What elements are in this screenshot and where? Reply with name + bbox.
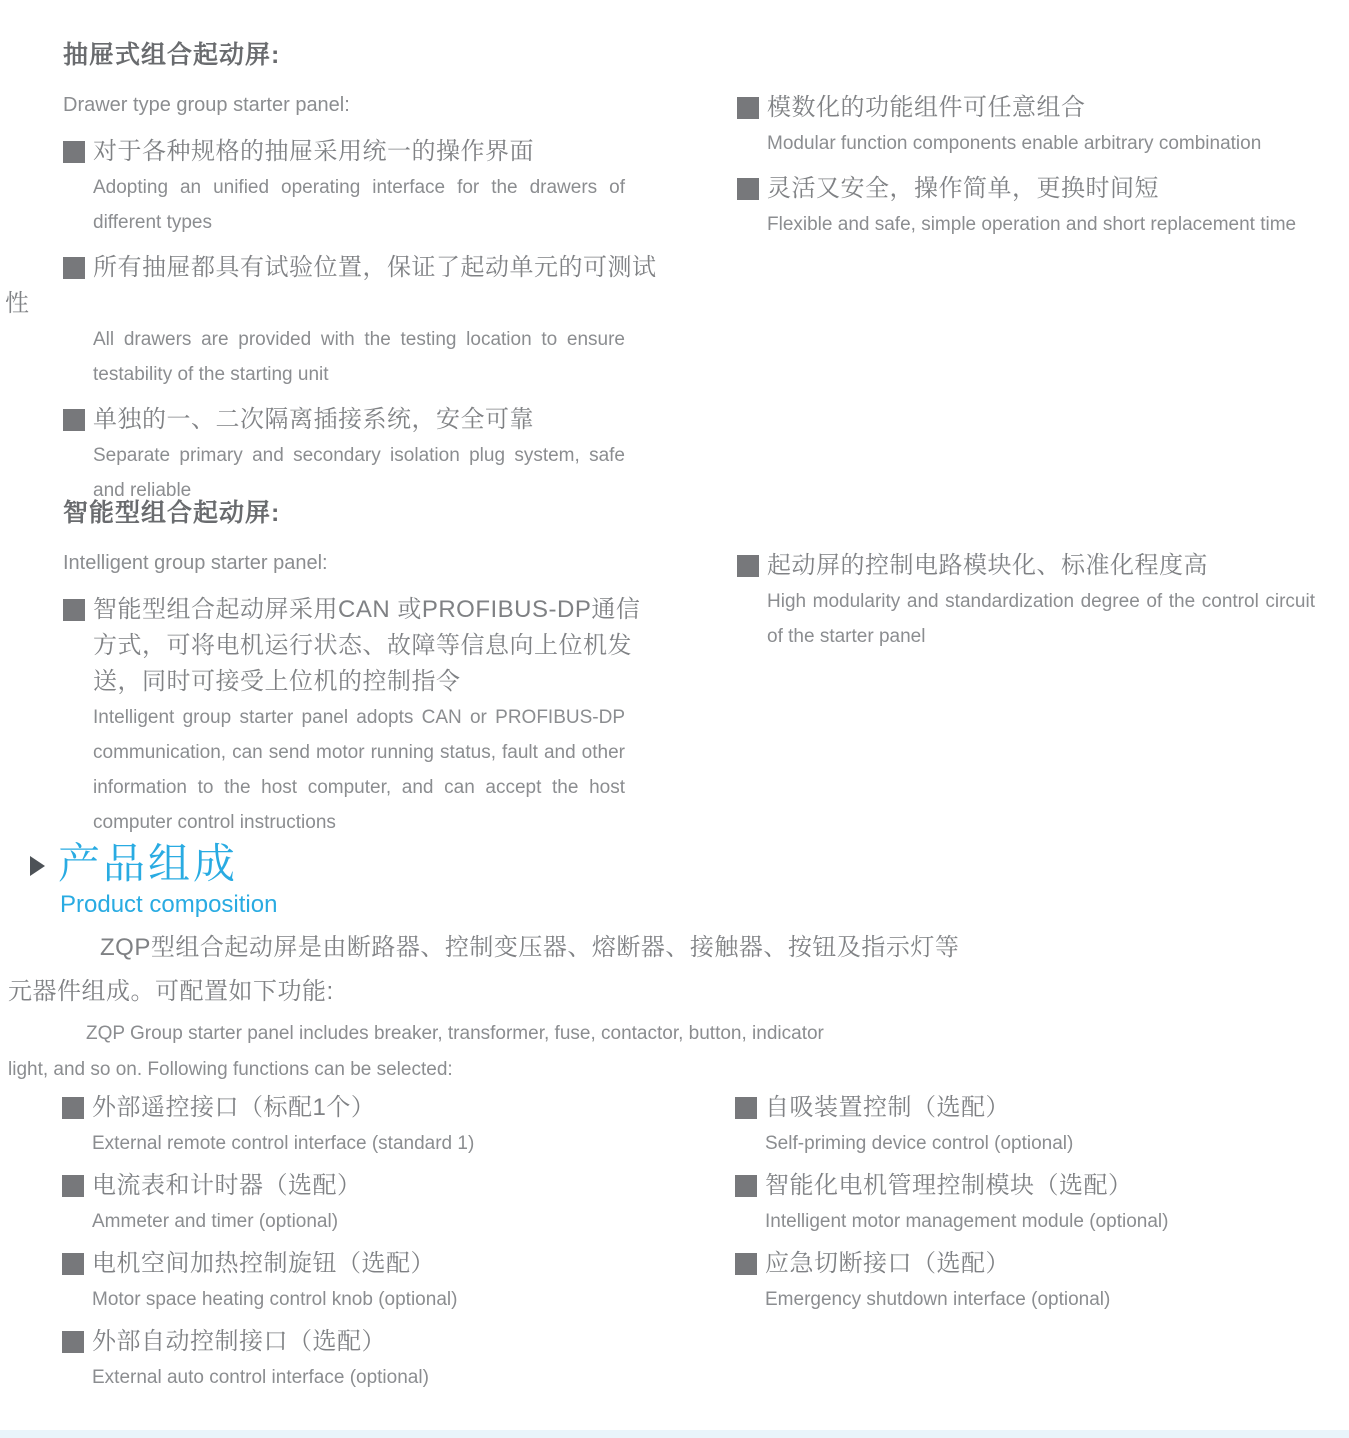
composition-title-en: Product composition (60, 891, 278, 918)
option-en: Emergency shutdown interface (optional) (765, 1289, 1111, 1310)
composition-title-zh: 产品组成 (58, 840, 239, 887)
feature-zh: 送，同时可接受上位机的控制指令 (93, 667, 461, 695)
option-zh: 应急切断接口（选配） (765, 1250, 1010, 1277)
option-item (62, 1324, 662, 1396)
bullet-square-icon (63, 409, 85, 431)
feature-zh: 模数化的功能组件可任意组合 (767, 94, 1086, 121)
option-en: External auto control interface (optional) (92, 1367, 429, 1388)
feature-zh-overflow: 性 (5, 289, 30, 317)
feature-item (63, 592, 641, 840)
option-zh: 智能化电机管理控制模块（选配） (765, 1172, 1133, 1199)
section-intelligent-left (63, 476, 641, 840)
feature-en: Flexible and safe, simple operation and short replacement time (767, 214, 1297, 235)
option-zh: 电流表和计时器（选配） (92, 1172, 362, 1199)
section-intelligent-right (737, 548, 1315, 654)
option-zh: 自吸装置控制（选配） (765, 1094, 1010, 1121)
option-item (62, 1168, 662, 1240)
bullet-square-icon (735, 1175, 757, 1197)
option-item (62, 1246, 662, 1318)
bullet-square-icon (62, 1253, 84, 1275)
feature-zh: 起动屏的控制电路模块化、标准化程度高 (767, 552, 1208, 579)
feature-en: Intelligent group starter panel adopts CAN or PROFIBUS-DP communication, can send motor running status, fault and other information to the host computer, and can accept the host computer control instructions (93, 706, 625, 833)
intelligent-section-title-zh: 智能型组合起动屏: (63, 498, 281, 527)
option-zh: 外部自动控制接口（选配） (92, 1328, 386, 1355)
composition-options-right (735, 1090, 1335, 1324)
bullet-square-icon (62, 1097, 84, 1119)
paragraph-line: ZQP Group starter panel includes breaker, transformer, fuse, contactor, button, indicator (86, 1023, 824, 1044)
composition-heading (30, 838, 277, 920)
feature-zh: 灵活又安全，操作简单，更换时间短 (767, 175, 1159, 202)
option-en: Self-priming device control (optional) (765, 1133, 1074, 1154)
option-item (735, 1246, 1335, 1318)
option-en: Ammeter and timer (optional) (92, 1211, 339, 1232)
footer-accent-strip (0, 1430, 1349, 1438)
option-en: Intelligent motor management module (optional) (765, 1211, 1169, 1232)
option-item (62, 1090, 662, 1162)
feature-en: Adopting an unified operating interface for the drawers of different types (93, 176, 625, 233)
bullet-square-icon (63, 599, 85, 621)
option-zh: 外部遥控接口（标配1个） (92, 1094, 376, 1121)
feature-zh: 单独的一、二次隔离插接系统，安全可靠 (93, 405, 534, 433)
composition-paragraph-zh (8, 926, 1308, 1014)
bullet-square-icon (62, 1331, 84, 1353)
bullet-square-icon (737, 97, 759, 119)
paragraph-line: 元器件组成。可配置如下功能: (8, 978, 334, 1005)
bullet-square-icon (737, 555, 759, 577)
option-en: Motor space heating control knob (optional) (92, 1289, 458, 1310)
section-drawer-type-left (5, 18, 657, 508)
option-en: External remote control interface (standard 1) (92, 1133, 475, 1154)
feature-item (63, 134, 625, 240)
bullet-square-icon (737, 178, 759, 200)
option-zh: 电机空间加热控制旋钮（选配） (92, 1250, 435, 1277)
feature-zh: 所有抽屉都具有试验位置，保证了起动单元的可测试 (93, 253, 657, 281)
bullet-square-icon (735, 1253, 757, 1275)
feature-en: High modularity and standardization degree of the control circuit of the starter panel (767, 591, 1315, 647)
feature-item (737, 171, 1315, 242)
option-item (735, 1168, 1335, 1240)
feature-en: All drawers are provided with the testing location to ensure testability of the starting unit (93, 328, 625, 385)
feature-item (737, 548, 1315, 654)
feature-en: Separate primary and secondary isolation plug system, safe and reliable (93, 444, 625, 501)
drawer-section-title-en: Drawer type group starter panel: (63, 93, 350, 116)
feature-zh: 智能型组合起动屏采用CAN 或PROFIBUS-DP通信 (93, 595, 641, 623)
feature-en: Modular function components enable arbitrary combination (767, 133, 1262, 154)
section-drawer-type-right (737, 90, 1315, 242)
bullet-square-icon (62, 1175, 84, 1197)
composition-options-left (62, 1090, 662, 1402)
feature-zh: 方式，可将电机运行状态、故障等信息向上位机发 (93, 631, 632, 659)
paragraph-line: light, and so on. Following functions can be selected: (8, 1059, 453, 1080)
paragraph-line: ZQP型组合起动屏是由断路器、控制变压器、熔断器、接触器、按钮及指示灯等 (100, 934, 960, 961)
bullet-square-icon (63, 257, 85, 279)
intelligent-section-title-en: Intelligent group starter panel: (63, 551, 328, 574)
option-item (735, 1090, 1335, 1162)
bullet-square-icon (63, 141, 85, 163)
feature-item (5, 250, 657, 392)
drawer-section-title-zh: 抽屉式组合起动屏: (63, 40, 281, 69)
composition-paragraph-en (8, 1016, 1308, 1088)
bullet-square-icon (735, 1097, 757, 1119)
triangle-bullet-icon (30, 856, 45, 876)
feature-item (737, 90, 1315, 161)
feature-zh: 对于各种规格的抽屉采用统一的操作界面 (93, 137, 534, 165)
